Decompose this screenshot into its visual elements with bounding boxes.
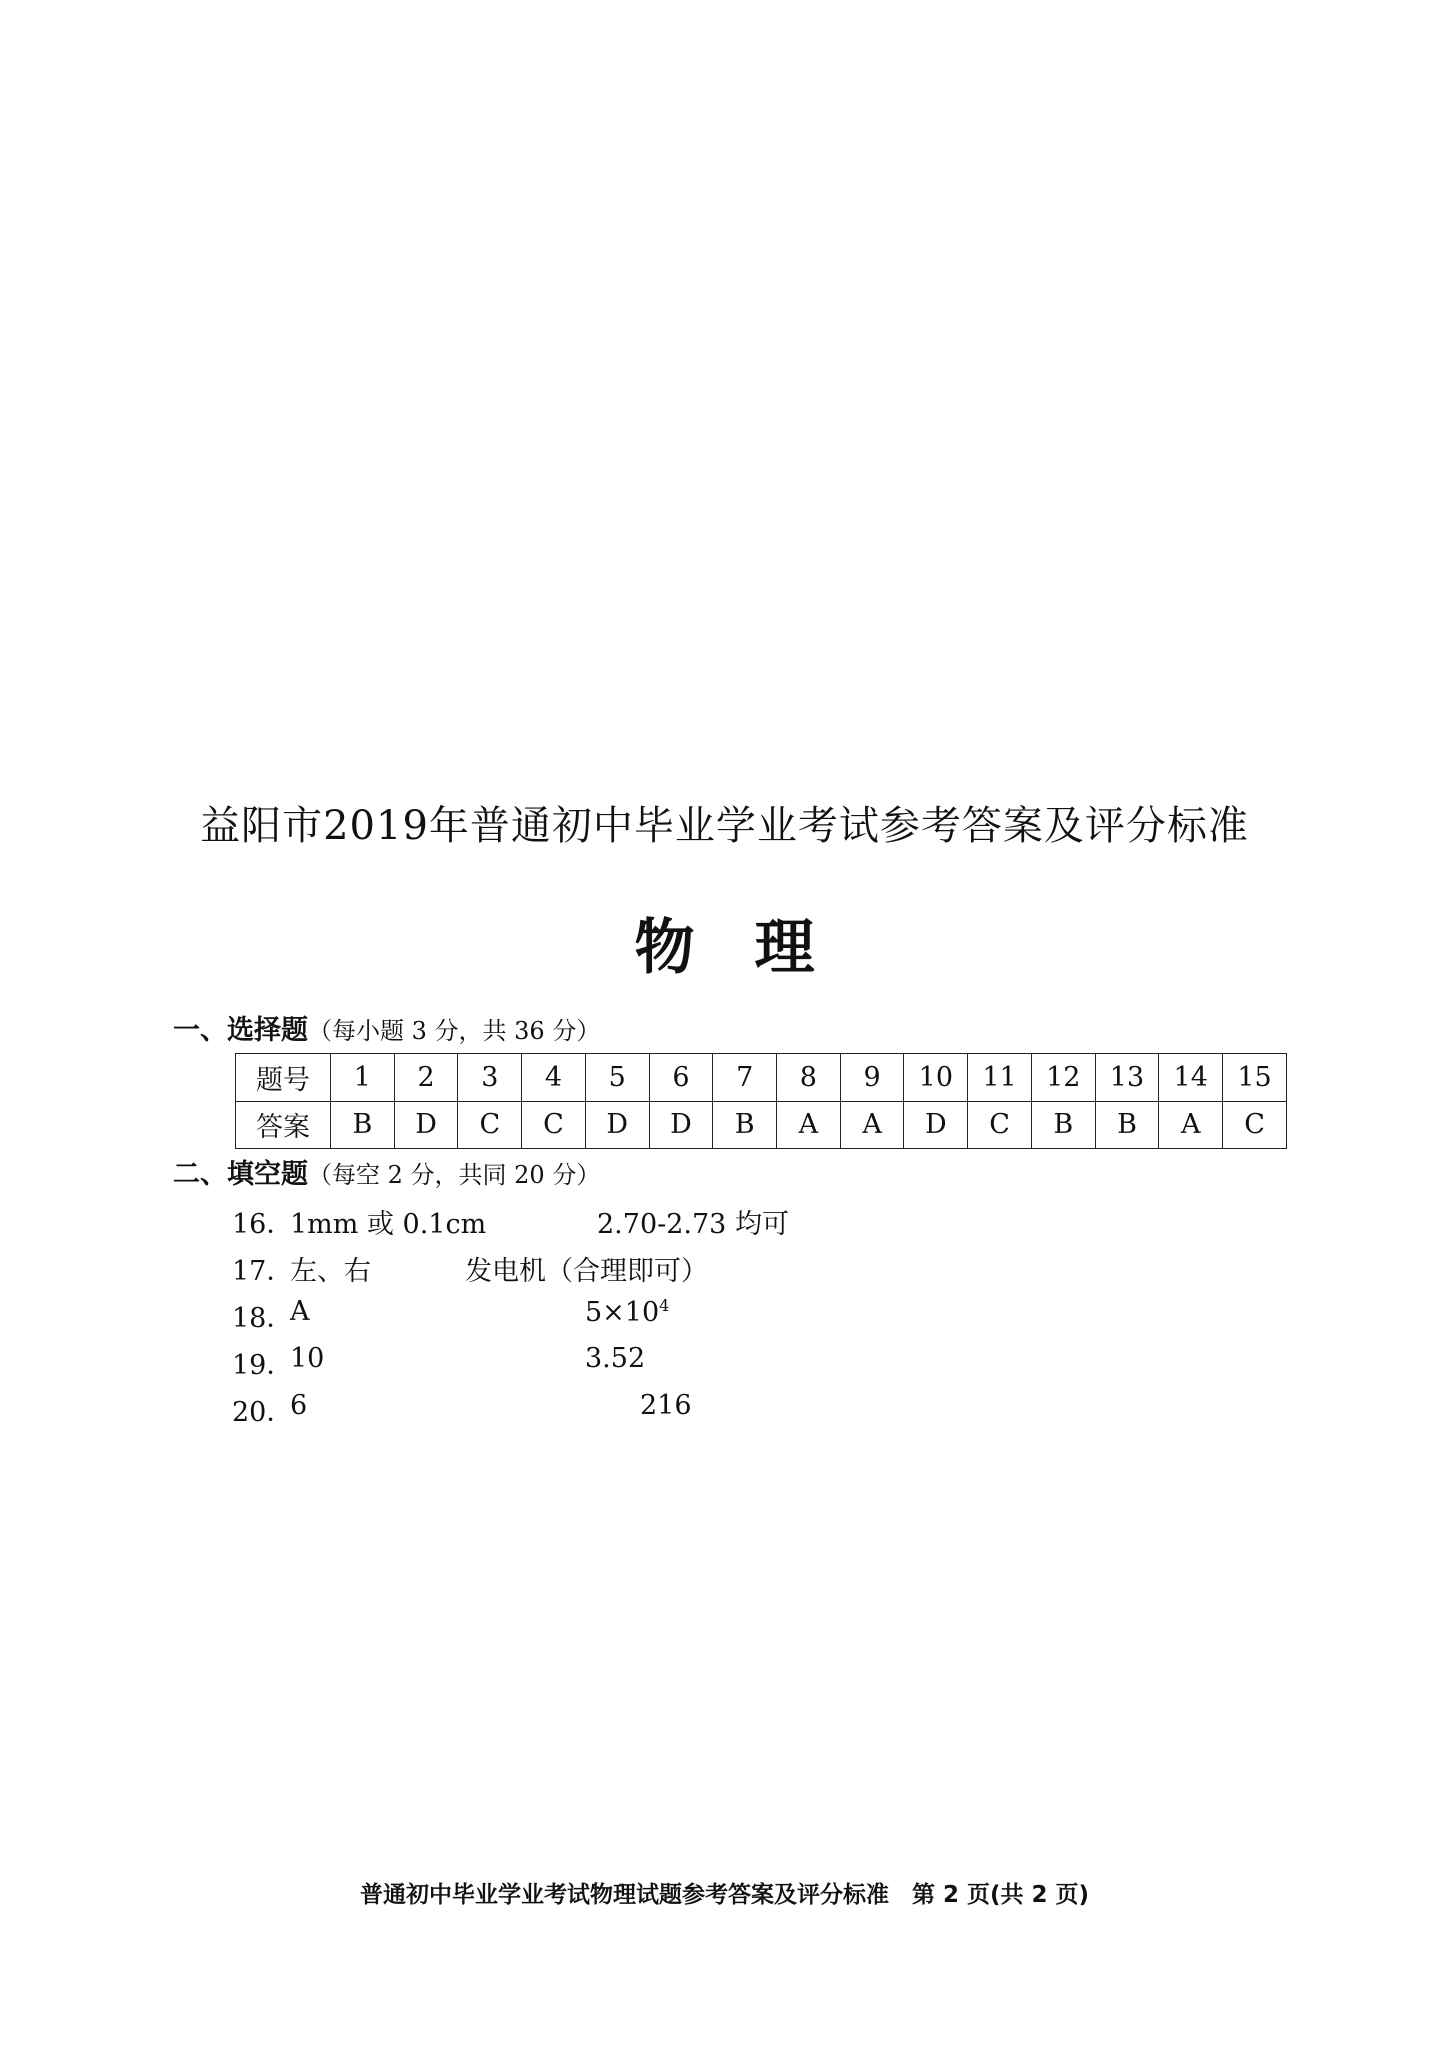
answer-table [235,1053,1287,1149]
item-number: 17． [232,1256,294,1287]
table-row-numbers [236,1054,1287,1102]
item-answer-1: 10 [290,1343,325,1374]
answer-cell: A [1159,1101,1223,1149]
answer-cell: D [394,1101,458,1149]
answer-cell: D [585,1101,649,1149]
item-answer-2: 2.70-2.73 均可 [597,1209,789,1240]
answer-cell: A [777,1101,841,1149]
question-number: 6 [649,1054,713,1102]
question-number: 8 [777,1054,841,1102]
table-row-answers [236,1101,1287,1149]
fill-item-18 [232,1296,1132,1332]
answer-cell: D [649,1101,713,1149]
answer-cell: C [522,1101,586,1149]
answer-exponent: 4 [659,1296,670,1315]
section-label: 二、填空题 [173,1159,308,1190]
answer-cell: B [331,1101,395,1149]
row-header-answer: 答案 [236,1101,331,1149]
question-number: 4 [522,1054,586,1102]
item-number: 19． [232,1350,294,1381]
question-number: 1 [331,1054,395,1102]
item-number: 18． [232,1303,294,1334]
question-number: 11 [968,1054,1032,1102]
answer-base: 5×10 [585,1297,660,1328]
question-number: 14 [1159,1054,1223,1102]
question-number: 5 [585,1054,649,1102]
section-heading-multiple-choice [173,1008,600,1047]
item-answer-1: 6 [290,1390,308,1421]
answer-cell: B [713,1101,777,1149]
section-note: （每小题 3 分，共 36 分） [308,1017,601,1045]
item-answer-2: 216 [640,1390,692,1421]
document-title: 益阳市2019年普通初中毕业学业考试参考答案及评分标准 [200,803,1249,849]
question-number: 9 [840,1054,904,1102]
answer-cell: A [840,1101,904,1149]
item-answer-2 [585,1296,669,1328]
answer-cell: C [458,1101,522,1149]
page-footer: 普通初中毕业学业考试物理试题参考答案及评分标准 第 2 页(共 2 页) [359,1882,1090,1908]
item-answer-2: 发电机（合理即可） [465,1256,708,1287]
question-number: 3 [458,1054,522,1102]
fill-item-16 [232,1202,1132,1238]
question-number: 15 [1223,1054,1287,1102]
section-heading-fill-in [173,1152,600,1191]
answer-cell: D [904,1101,968,1149]
item-answer-1: 1mm 或 0.1cm [290,1209,487,1240]
question-number: 13 [1095,1054,1159,1102]
fill-item-19 [232,1343,1132,1379]
answer-cell: B [1095,1101,1159,1149]
item-answer-2: 3.52 [585,1343,646,1374]
fill-item-17 [232,1249,1132,1285]
row-header-number: 题号 [236,1054,331,1102]
question-number: 7 [713,1054,777,1102]
answer-cell: C [1223,1101,1287,1149]
question-number: 12 [1031,1054,1095,1102]
item-answer-1: A [290,1296,310,1327]
fill-item-20 [232,1390,1132,1426]
subject-title: 物理 [634,913,875,983]
item-number: 20． [232,1397,294,1428]
section-label: 一、选择题 [173,1015,308,1046]
section-note: （每空 2 分，共同 20 分） [308,1161,601,1189]
question-number: 10 [904,1054,968,1102]
item-number: 16． [232,1209,294,1240]
answer-cell: C [968,1101,1032,1149]
answer-cell: B [1031,1101,1095,1149]
item-answer-1: 左、右 [290,1256,371,1287]
question-number: 2 [394,1054,458,1102]
